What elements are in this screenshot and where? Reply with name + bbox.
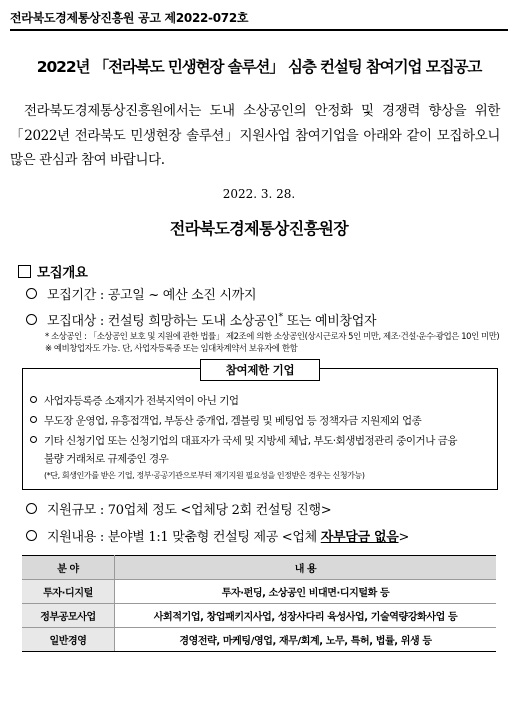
circle-bullet-icon	[26, 288, 37, 299]
restriction-item-text: 무도장 운영업, 유흥접객업, 부동산 중개업, 겜블링 및 베팅업 등 정책자금 지원제외 업종	[44, 415, 422, 427]
recruit-target-text: 모집대상 : 컨설팅 희망하는 도내 소상공인	[47, 314, 279, 329]
recruit-period-text: 모집기간 : 공고일 ~ 예산 소진 시까지	[47, 288, 257, 303]
restriction-note: (*단, 회생인가를 받은 기업, 정부·공공기관으로부터 재기지원 필요성을 인정받은 경우는 신청가능)	[44, 471, 365, 480]
table-cell-field: 투자·디지털	[22, 580, 115, 604]
column-header-field: 분 야	[22, 556, 115, 580]
header-divider	[10, 29, 508, 31]
column-header-content: 내 용	[115, 556, 497, 580]
restriction-title: 참여제한 기업	[200, 359, 320, 381]
section-heading-text: 모집개요	[37, 265, 88, 281]
small-circle-bullet-icon	[30, 436, 37, 443]
issuing-organization: 전라북도경제통상진흥원장	[169, 219, 349, 238]
table-cell-content: 투자·펀딩, 소상공인 비대면·디지털화 등	[115, 580, 497, 604]
footnote-marker: *	[278, 312, 283, 323]
notice-number: 전라북도경제통상진흥원 공고 제2022-072호	[10, 11, 249, 25]
footnote-prestartup: ※ 예비창업자도 가능. 단, 사업자등록증 또는 임대차계약서 보유자에 한함	[45, 343, 298, 353]
recruit-period	[26, 284, 256, 303]
table-header-row	[22, 556, 496, 580]
square-bullet-icon	[18, 265, 31, 278]
support-content-suffix: >	[398, 530, 410, 545]
restriction-item	[30, 393, 239, 408]
circle-bullet-icon	[26, 530, 37, 541]
intro-paragraph: 전라북도경제통상진흥원에서는 도내 소상공인의 안정화 및 경쟁력 향상을 위한「2022년 전라북도 민생현장 솔루션」지원사업 참여기업을 아래와 같이 모집하오니 많은 관심과 참여 바랍니다.	[10, 103, 500, 168]
announcement-date: 2022. 3. 28.	[222, 187, 296, 201]
small-circle-bullet-icon	[30, 416, 37, 423]
restriction-item	[30, 433, 457, 448]
support-content-text: 지원내용 : 분야별 1:1 맞춤형 컨설팅 제공 <업체	[47, 530, 321, 545]
no-self-payment-emphasis: 자부담금 없음	[320, 530, 399, 545]
support-scale-text: 지원규모 : 70업체 정도 <업체당 2회 컨설팅 진행>	[47, 503, 332, 518]
support-fields-table	[22, 555, 496, 652]
circle-bullet-icon	[26, 314, 37, 325]
restriction-item-continued: 불량 거래처로 규제중인 경우	[44, 453, 169, 465]
support-content	[26, 526, 409, 545]
restriction-item-text: 기타 신청기업 또는 신청기업의 대표자가 국세 및 지방세 체납, 부도·회생법정관리 중이거나 금융	[44, 435, 457, 447]
table-cell-field: 정부공모사업	[22, 604, 115, 628]
table-row	[22, 580, 496, 604]
table-row	[22, 604, 496, 628]
recruit-target-suffix: 또는 예비창업자	[282, 314, 377, 329]
recruit-target	[26, 310, 376, 329]
restriction-item-text: 사업자등록증 소재지가 전북지역이 아닌 기업	[44, 395, 239, 407]
section-heading	[18, 261, 88, 281]
small-circle-bullet-icon	[30, 396, 37, 403]
table-cell-content: 경영전략, 마케팅/영업, 재무/회계, 노무, 특허, 법률, 위생 등	[115, 628, 497, 652]
document-title: 2022년 「전라북도 민생현장 솔루션」 심층 컨설팅 참여기업 모집공고	[36, 58, 482, 76]
restriction-item	[30, 413, 421, 428]
support-scale	[26, 499, 331, 518]
table-cell-content: 사회적기업, 창업패키지사업, 성장사다리 육성사업, 기술역량강화사업 등	[115, 604, 497, 628]
circle-bullet-icon	[26, 503, 37, 514]
footnote-small-business: * 소상공인 : 「소상공인 보호 및 지원에 관한 법률」 제2조에 의한 소상공인(상시근로자 5인 미만, 제조·건설·운수·광업은 10인 미만)	[45, 331, 500, 341]
table-row	[22, 628, 496, 652]
table-cell-field: 일반경영	[22, 628, 115, 652]
